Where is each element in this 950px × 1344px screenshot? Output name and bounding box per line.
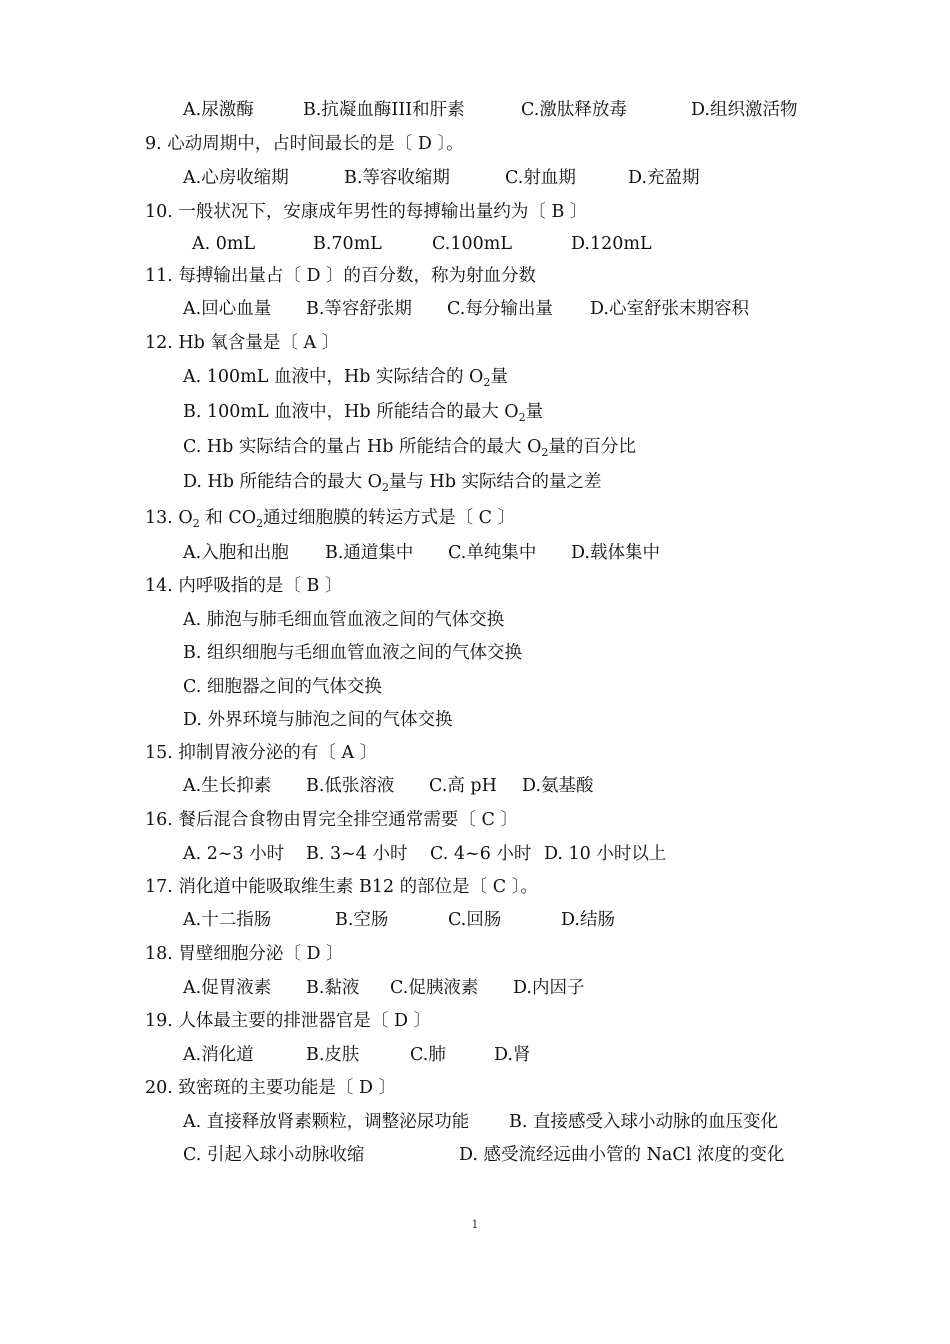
q13-subscript-co2: 2 — [256, 517, 264, 530]
q13-stem-tail: 通过细胞膜的转运方式是〔 C 〕 — [263, 508, 516, 528]
q12-option-c — [183, 435, 636, 459]
q20-option-a: A. 直接释放肾素颗粒，调整泌尿功能 — [183, 1112, 470, 1132]
q18-option-c: C.促胰液素 — [390, 978, 479, 998]
q18-option-b: B.黏液 — [306, 978, 360, 998]
q14-option-b: B. 组织细胞与毛细血管血液之间的气体交换 — [183, 643, 522, 663]
q13-option-c: C.单纯集中 — [448, 543, 537, 563]
q12-option-b-text: B. 100mL 血液中，Hb 所能结合的最大 O — [183, 402, 519, 422]
q13-stem-mid: 和 CO — [199, 508, 257, 528]
q14-option-d: D. 外界环境与肺泡之间的气体交换 — [183, 710, 453, 730]
q12-option-b-subscript: 2 — [518, 411, 526, 424]
q10-option-b: B.70mL — [313, 234, 382, 254]
q20-option-d: D. 感受流经远曲小管的 NaCl 浓度的变化 — [459, 1145, 785, 1165]
q15-stem: 15. 抑制胃液分泌的有〔 A 〕 — [145, 743, 378, 763]
q16-option-b: B. 3~4 小时 — [306, 844, 408, 864]
q12-option-a-subscript: 2 — [483, 376, 491, 389]
page-number: 1 — [471, 1218, 479, 1231]
q12-option-a-text: A. 100mL 血液中，Hb 实际结合的 O — [183, 367, 484, 387]
q11-stem: 11. 每搏输出量占〔 D 〕的百分数，称为射血分数 — [145, 266, 537, 286]
q14-option-c: C. 细胞器之间的气体交换 — [183, 677, 382, 697]
q11-option-b: B.等容舒张期 — [306, 299, 412, 319]
q18-option-d: D.内因子 — [513, 978, 585, 998]
q12-option-b — [183, 400, 543, 424]
q12-option-d-text: D. Hb 所能结合的最大 O — [183, 472, 382, 492]
q12-option-c-tail: 量的百分比 — [548, 437, 636, 457]
q13-subscript-o2: 2 — [192, 517, 200, 530]
q17-option-d: D.结肠 — [561, 910, 615, 930]
q19-stem: 19. 人体最主要的排泄器官是〔 D 〕 — [145, 1011, 432, 1031]
q8-option-c: C.激肽释放毒 — [521, 100, 627, 120]
q16-option-c: C. 4~6 小时 — [430, 844, 532, 864]
q12-option-a-tail: 量 — [490, 367, 508, 387]
q9-option-c: C.射血期 — [505, 168, 576, 188]
q11-option-c: C.每分输出量 — [447, 299, 553, 319]
q15-option-d: D.氨基酸 — [522, 776, 594, 796]
q12-option-d-subscript: 2 — [381, 481, 389, 494]
q13-stem-text: 13. O — [145, 508, 193, 528]
q14-option-a: A. 肺泡与肺毛细血管血液之间的气体交换 — [183, 610, 505, 630]
q16-option-d: D. 10 小时以上 — [544, 844, 667, 864]
q16-option-a: A. 2~3 小时 — [183, 844, 285, 864]
q8-option-a: A.尿激酶 — [183, 100, 254, 120]
q11-option-a: A.回心血量 — [183, 299, 272, 319]
q18-stem: 18. 胃壁细胞分泌〔 D 〕 — [145, 944, 344, 964]
q20-option-c: C. 引起入球小动脉收缩 — [183, 1145, 365, 1165]
q17-option-a: A.十二指肠 — [183, 910, 272, 930]
q12-option-a — [183, 365, 508, 389]
q9-option-b: B.等容收缩期 — [344, 168, 450, 188]
q9-option-d: D.充盈期 — [628, 168, 700, 188]
q12-option-d-tail: 量与 Hb 实际结合的量之差 — [388, 472, 602, 492]
q12-option-c-text: C. Hb 实际结合的量占 Hb 所能结合的最大 O — [183, 437, 542, 457]
q8-option-d: D.组织激活物 — [691, 100, 798, 120]
q16-stem: 16. 餐后混合食物由胃完全排空通常需要〔 C 〕 — [145, 810, 518, 830]
q9-stem: 9. 心动周期中，占时间最长的是〔 D 〕。 — [145, 134, 464, 154]
q18-option-a: A.促胃液素 — [183, 978, 272, 998]
q8-option-b: B.抗凝血酶III和肝素 — [303, 100, 465, 120]
q10-option-c: C.100mL — [432, 234, 512, 254]
q13-option-a: A.入胞和出胞 — [183, 543, 289, 563]
q14-stem: 14. 内呼吸指的是〔 B 〕 — [145, 576, 343, 596]
q10-option-a: A. 0mL — [192, 234, 256, 254]
q13-stem — [145, 506, 515, 530]
q19-option-b: B.皮肤 — [306, 1045, 360, 1065]
q12-option-d — [183, 470, 602, 494]
q20-option-b: B. 直接感受入球小动脉的血压变化 — [509, 1112, 778, 1132]
q19-option-d: D.肾 — [494, 1045, 531, 1065]
q15-option-b: B.低张溶液 — [306, 776, 395, 796]
q10-stem: 10. 一般状况下，安康成年男性的每搏输出量约为〔 B 〕 — [145, 202, 588, 222]
q12-option-c-subscript: 2 — [541, 446, 549, 459]
q9-option-a: A.心房收缩期 — [183, 168, 289, 188]
q19-option-a: A.消化道 — [183, 1045, 254, 1065]
q10-option-d: D.120mL — [571, 234, 652, 254]
q11-option-d: D.心室舒张末期容积 — [590, 299, 749, 319]
q12-option-b-tail: 量 — [525, 402, 544, 422]
q15-option-a: A.生长抑素 — [183, 776, 272, 796]
q17-option-c: C.回肠 — [448, 910, 502, 930]
q13-option-d: D.载体集中 — [571, 543, 660, 563]
q17-stem: 17. 消化道中能吸取维生素 B12 的部位是〔 C 〕。 — [145, 877, 538, 897]
q12-stem: 12. Hb 氧含量是〔 A 〕 — [145, 333, 340, 353]
q20-stem: 20. 致密斑的主要功能是〔 D 〕 — [145, 1078, 397, 1098]
q13-option-b: B.通道集中 — [325, 543, 414, 563]
q15-option-c: C.高 pH — [429, 776, 497, 796]
q17-option-b: B.空肠 — [335, 910, 389, 930]
q19-option-c: C.肺 — [410, 1045, 446, 1065]
